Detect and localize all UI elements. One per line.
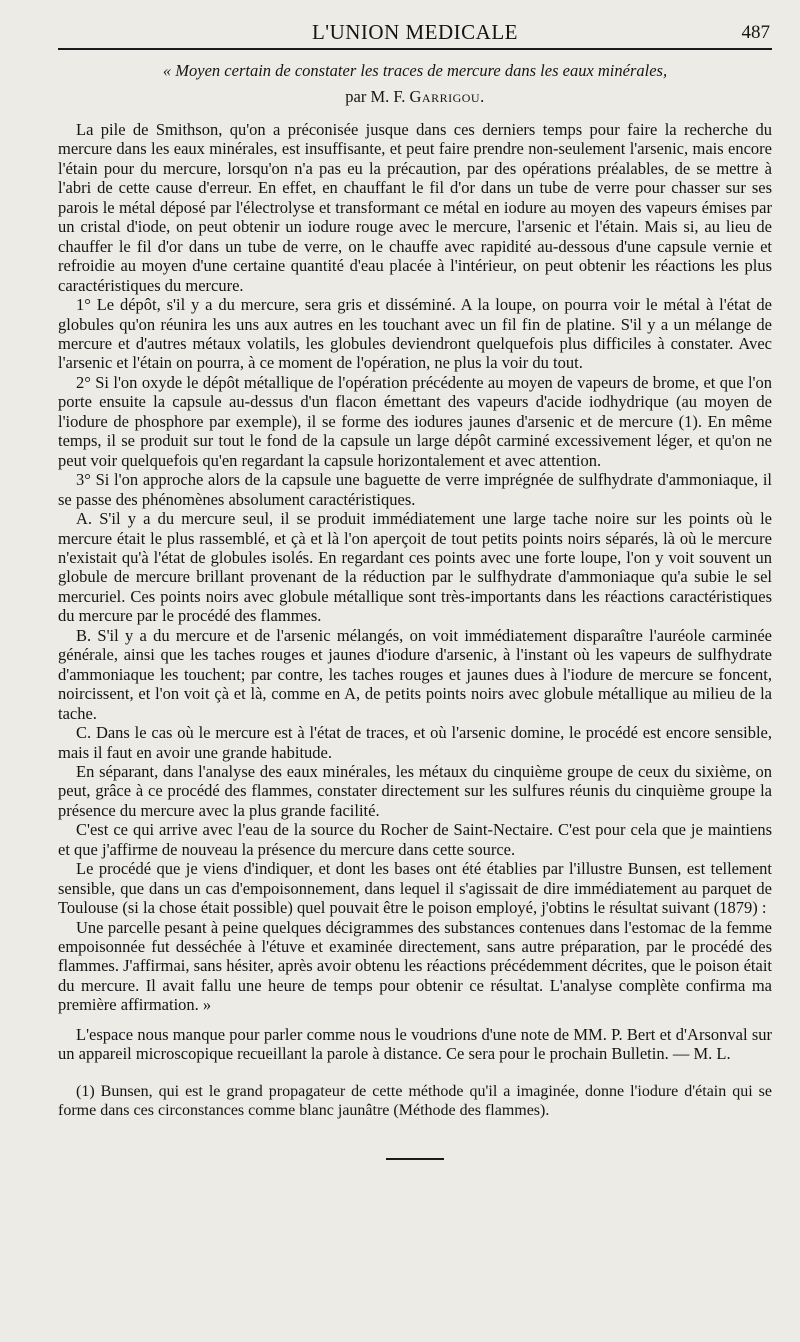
article-byline bbox=[58, 86, 772, 108]
paragraph: C'est ce qui arrive avec l'eau de la source du Rocher de Saint-Nectaire. C'est pour cela que je maintiens et que j'affirme de nouveau la présence du mercure dans cette source. bbox=[58, 820, 772, 859]
paragraph: 1° Le dépôt, s'il y a du mercure, sera gris et disséminé. A la loupe, on pourra voir le métal à l'état de globules qu'on réunira les uns aux autres en les touchant avec un fil fin de platine. S'il y a un mélange de mercure et d'autres métaux volatils, les globules deviendront quelquefois plus difficiles à constater. Avec l'arsenic et l'étain on pourra, à ce moment de l'opération, ne plus la voir du tout. bbox=[58, 295, 772, 373]
footnote-text: (1) Bunsen, qui est le grand propagateur de cette méthode qu'il a imaginée, donne l'iodure d'étain qui se forme dans ces circonstances comme blanc jaunâtre (Méthode des flammes). bbox=[58, 1082, 772, 1119]
page-header bbox=[58, 18, 772, 50]
paragraph: C. Dans le cas où le mercure est à l'état de traces, et où l'arsenic domine, le procédé est encore sensible, mais il faut en avoir une grande habitude. bbox=[58, 723, 772, 762]
paragraph: Le procédé que je viens d'indiquer, et dont les bases ont été établies par l'illustre Bunsen, est tellement sensible, que dans un cas d'empoisonnement, dans lequel il s'agissait de dire immédiatement au parquet de Toulouse (si la chose était possible) quel pouvait être le poison employé, j'obtins le résultat suivant (1879) : bbox=[58, 859, 772, 918]
paragraph: La pile de Smithson, qu'on a préconisée jusque dans ces derniers temps pour faire la recherche du mercure dans les eaux minérales, est insuffisante, et peut faire prendre non-seulement l'arsenic, mais encore l'étain pour du mercure, lorsqu'on n'a pas eu la précaution, par des opérations préalables, de se mettre à l'abri de cette cause d'erreur. En effet, en chauffant le fil d'or dans un tube de verre pour chasser sur ses parois le métal déposé par l'électrolyse et transformant ce métal en iodure au moyen des vapeurs émises par un cristal d'iode, on peut obtenir un iodure rouge avec le mercure, l'arsenic et l'étain. Mais si, au lieu de chauffer le fil d'or dans un tube de verre, on le chauffe avec rapidité au-dessous d'une capsule vernie et refroidie au moyen d'une certaine quantité d'eau placée à l'intérieur, on peut obtenir les réactions les plus caractéristiques du mercure. bbox=[58, 120, 772, 295]
article-body bbox=[58, 120, 772, 1064]
editor-note: L'espace nous manque pour parler comme nous le voudrions d'une note de MM. P. Bert et d'Arsonval sur un appareil microscopique recueillant la parole à distance. Ce sera pour le prochain Bulletin. — M. L. bbox=[58, 1024, 772, 1064]
paragraph: 2° Si l'on oxyde le dépôt métallique de l'opération précédente au moyen de vapeurs de brome, et que l'on porte ensuite la capsule au-dessus d'un flacon émettant des vapeurs d'acide iodhydrique (au moyen de l'iodure de phosphore par exemple), il se forme des iodures jaunes d'arsenic et de mercure (1). En même temps, il se produit sur tout le fond de la capsule un large dépôt carminé excessivement léger, et qu'on ne peut voir quelquefois qu'en regardant la capsule horizontalement et avec attention. bbox=[58, 372, 772, 470]
paragraph: A. S'il y a du mercure seul, il se produit immédiatement une large tache noire sur les points où le mercure était le plus rassemblé, et çà et là l'on aperçoit de tout petits points noirs séparés, là où le mercure n'existait qu'à l'état de globules isolés. En regardant ces points avec une forte loupe, l'on y voit souvent un globule de mercure brillant provenant de la réduction par le sulfhydrate d'ammoniaque qu'a subie le sel mercuriel. Ces points noirs avec globule métallique sont très-importants dans les réactions caractéristiques du mercure par le procédé des flammes. bbox=[58, 509, 772, 626]
paragraph: 3° Si l'on approche alors de la capsule une baguette de verre imprégnée de sulfhydrate d'ammoniaque, il se passe des phénomènes absolument caractéristiques. bbox=[58, 470, 772, 509]
paragraph: B. S'il y a du mercure et de l'arsenic mélangés, on voit immédiatement disparaître l'auréole carminée générale, ainsi que les taches rouges et jaunes d'iodure d'arsenic, à l'instant où les vapeurs de sulfhydrate d'ammoniaque les touchent; par contre, les taches rouges et jaunes dues à l'iodure de mercure se foncent, noircissent, et l'on voit çà et là, comme en A, de petits points noirs avec globule métallique au milieu de la tache. bbox=[58, 625, 772, 723]
paragraph: En séparant, dans l'analyse des eaux minérales, les métaux du cinquième groupe de ceux du sixième, on peut, grâce à ce procédé des flammes, constater directement sur les sulfures réunis du cinquième groupe la présence du mercure avec la plus grande facilité. bbox=[58, 761, 772, 820]
byline-prefix: par M. F. bbox=[345, 87, 406, 106]
footnote bbox=[58, 1082, 772, 1120]
paragraph: Une parcelle pesant à peine quelques décigrammes des substances contenues dans l'estomac de la femme empoisonnée fut desséchée à l'étuve et examinée directement, sans autre préparation, par le procédé des flammes. J'affirmai, sans hésiter, après avoir obtenu les réactions précédemment décrites, que le poison était du mercure. Il avait fallu une heure de temps pour obtenir ce résultat. L'analyse complète confirma ma première affirmation. » bbox=[58, 917, 772, 1015]
running-title: L'UNION MEDICALE bbox=[311, 20, 518, 44]
article-title: « Moyen certain de constater les traces de mercure dans les eaux minérales, bbox=[162, 61, 668, 80]
page-number: 487 bbox=[741, 22, 770, 43]
end-rule bbox=[386, 1158, 444, 1160]
byline-author: Garrigou. bbox=[409, 87, 485, 106]
